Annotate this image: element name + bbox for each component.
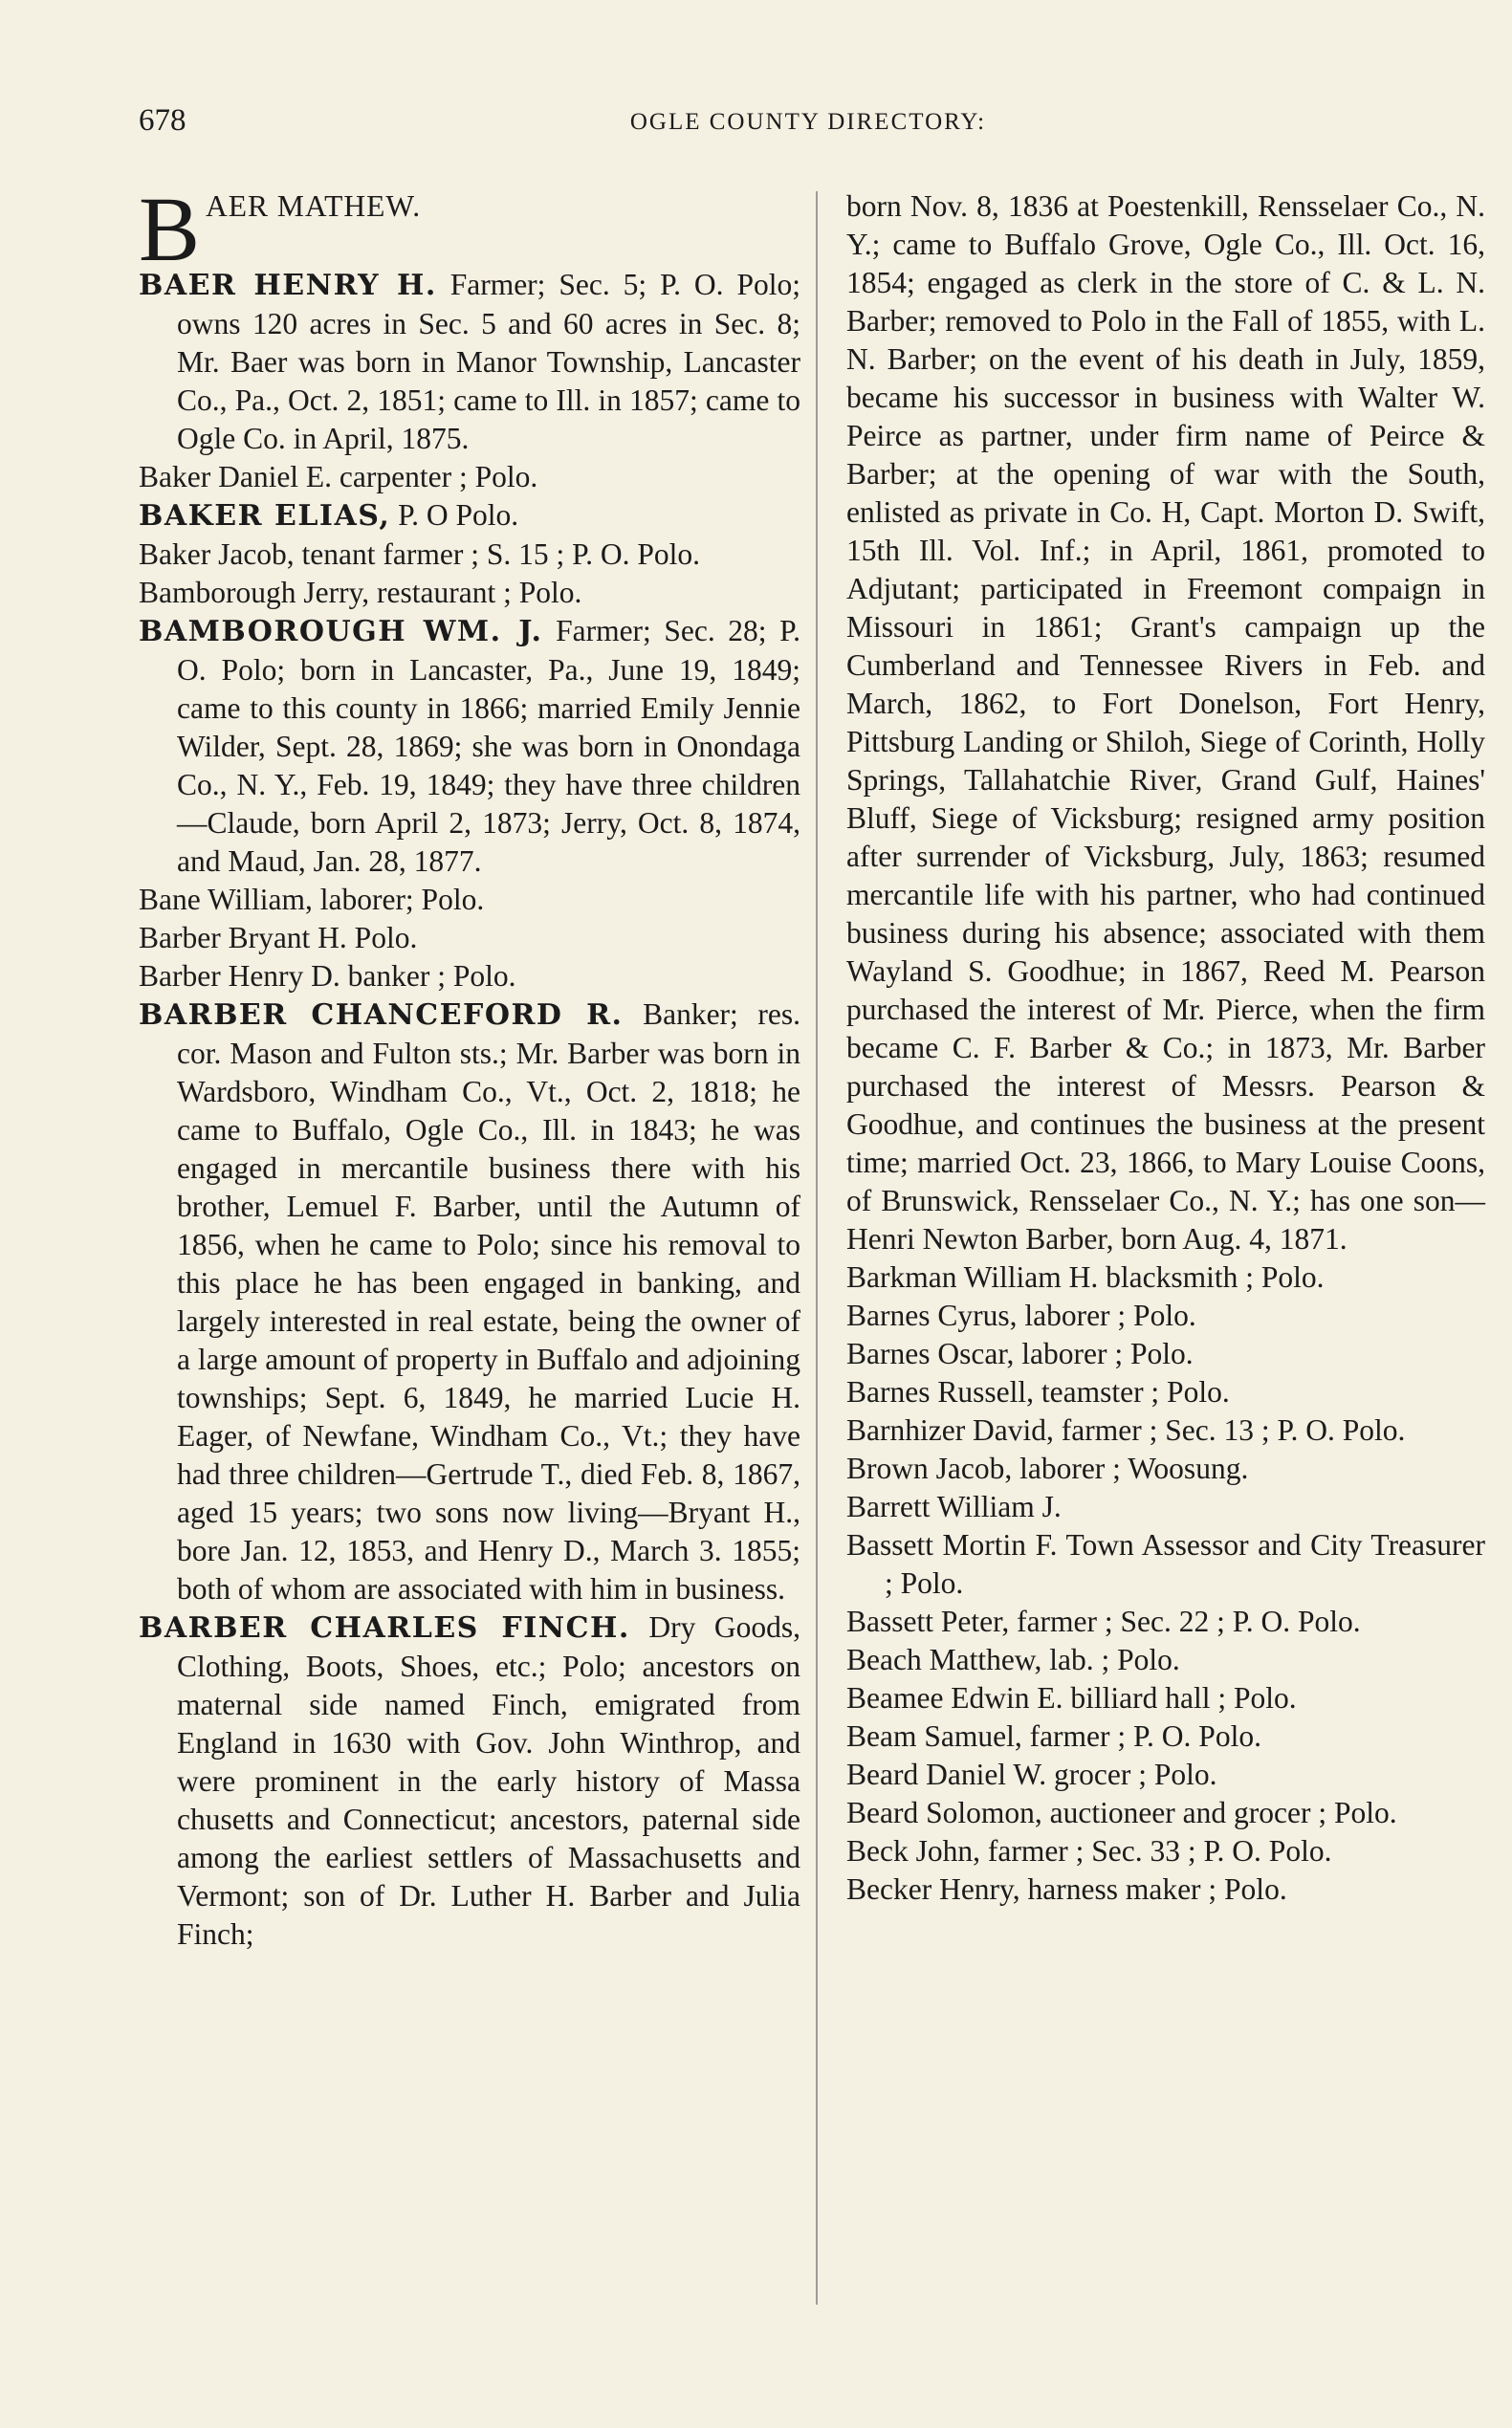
- directory-entry: [139, 1608, 800, 1954]
- directory-entry: Becker Henry, harness maker ; Polo.: [846, 1872, 1287, 1906]
- directory-entry: [139, 881, 800, 919]
- directory-entry: Barnes Oscar, laborer ; Polo.: [846, 1337, 1194, 1370]
- directory-entry: Beach Matthew, lab. ; Polo.: [846, 1643, 1180, 1676]
- entry-text: Baker Daniel E. carpenter ; Polo.: [139, 460, 538, 493]
- left-column: [139, 178, 801, 1954]
- directory-entry: [139, 266, 800, 458]
- entry-name: BARBER CHARLES FINCH.: [139, 1611, 630, 1645]
- directory-entry: [139, 919, 800, 957]
- directory-entry: [139, 957, 800, 995]
- directory-entry: Barnes Cyrus, laborer ; Polo.: [846, 1299, 1196, 1332]
- entry-name: BARBER CHANCEFORD R.: [139, 998, 624, 1032]
- entry-text: Bamborough Jerry, restaurant ; Polo.: [139, 576, 582, 609]
- continued-biography: born Nov. 8, 1836 at Poestenkill, Rensselaer Co., N. Y.; came to Buffalo Grove, Ogle Co., Ill. Oct. 16, 1854; engaged as clerk in the store of C. & L. N. Barber; removed to Polo in the Fall of 1855, with L. N. Barber; on the event of his death in July, 1859, became his successor in business with Walter W. Peirce as partner, under firm name of Peirce & Barber; at the opening of war with the South, enlisted as private in Co. H, Capt. Morton D. Swift, 15th Ill. Vol. Inf.; in April, 1861, promoted to Adjutant; participated in Freemont compaign in Missouri in 1861; Grant's campaign up the Cumberland and Tennessee Rivers in Feb. and March, 1862, to Fort Donelson, Fort Henry, Pittsburg Landing or Shiloh, Siege of Corinth, Holly Springs, Tallahatchie River, Grand Gulf, Haines' Bluff, Siege of Vicksburg; resigned army position after surrender of Vicksburg, July, 1863; resumed mercantile life with his partner, who had continued business during his absence; associated with them Wayland S. Goodhue; in 1867, Reed M. Pearson purchased the interest of Mr. Pierce, when the firm became C. F. Barber & Co.; in 1873, Mr. Barber purchased the interest of Messrs. Pearson & Goodhue, and continues the business at the present time; married Oct. 23, 1866, to Mary Louise Coons, of Brunswick, Rensselaer Co., N. Y.; has one son—Henri Newton Barber, born Aug. 4, 1871.: [846, 189, 1485, 1256]
- directory-entry: [139, 496, 800, 536]
- directory-entry: Beam Samuel, farmer ; P. O. Polo.: [846, 1719, 1261, 1753]
- directory-entry: Beard Solomon, auctioneer and grocer ; Polo.: [846, 1796, 1397, 1829]
- directory-entry: [139, 995, 800, 1608]
- directory-entry: Beck John, farmer ; Sec. 33 ; P. O. Polo.: [846, 1834, 1332, 1868]
- directory-entry: Bassett Mortin F. Town Assessor and City Treasurer ; Polo.: [846, 1528, 1485, 1600]
- entry-name: BAER HENRY H.: [139, 269, 437, 302]
- drop-cap: B: [139, 178, 201, 280]
- entry-text: P. O Polo.: [390, 498, 519, 532]
- entry-text: Barber Henry D. banker ; Polo.: [139, 959, 516, 993]
- directory-entry: Bassett Peter, farmer ; Sec. 22 ; P. O. Polo.: [846, 1605, 1361, 1638]
- directory-entry: Barkman William H. blacksmith ; Polo.: [846, 1260, 1325, 1294]
- entry-text: Farmer; Sec. 28; P. O. Polo; born in Lancaster, Pa., June 19, 1849; came to this county in 1866; married Emily Jennie Wilder, Sept. 28, 1869; she was born in Onondaga Co., N. Y., Feb. 19, 1849; they have three children—Claude, born April 2, 1873; Jerry, Oct. 8, 1874, and Maud, Jan. 28, 1877.: [177, 614, 801, 878]
- entry-text: Farmer; Sec. 5; P. O. Polo; owns 120 acres in Sec. 5 and 60 acres in Sec. 8; Mr. Baer was born in Manor Township, Lancaster Co., Pa., Oct. 2, 1851; came to Ill. in 1857; came to Ogle Co. in April, 1875.: [177, 268, 800, 455]
- entry-text: Barber Bryant H. Polo.: [139, 921, 418, 954]
- directory-entry: Beamee Edwin E. billiard hall ; Polo.: [846, 1681, 1297, 1715]
- directory-entry: [139, 612, 800, 881]
- directory-entry: Barnes Russell, teamster ; Polo.: [846, 1375, 1230, 1409]
- page-header: [139, 103, 1478, 147]
- left-entry-list: [139, 266, 800, 1954]
- directory-entry: [139, 458, 800, 496]
- entry-baer-mathew: [139, 178, 800, 280]
- directory-entry: Barrett William J.: [846, 1490, 1062, 1523]
- entry-text: Bane William, laborer; Polo.: [139, 883, 485, 916]
- entry-text: Dry Goods, Clothing, Boots, Shoes, etc.; Polo; ancestors on maternal side named Finch, emigrated from England in 1630 with Gov. John Winthrop, and were prominent in the early history of Massa chusetts and Connecticut; ancestors, paternal side among the earliest settlers of Massachusetts and Vermont; son of Dr. Luther H. Barber and Julia Finch;: [177, 1610, 800, 1951]
- page-number: 678: [139, 103, 186, 138]
- directory-entry: Brown Jacob, laborer ; Woosung.: [846, 1452, 1249, 1485]
- directory-entry: Beard Daniel W. grocer ; Polo.: [846, 1758, 1217, 1791]
- entry-text: Baker Jacob, tenant farmer ; S. 15 ; P. O. Polo.: [139, 537, 701, 571]
- directory-entry: Barnhizer David, farmer ; Sec. 13 ; P. O. Polo.: [846, 1413, 1406, 1447]
- right-column: [846, 187, 1485, 1909]
- entry-text: Banker; res. cor. Mason and Fulton sts.; Mr. Barber was born in Wardsboro, Windham Co., Vt., Oct. 2, 1818; he came to Buffalo, Ogle Co., Ill. in 1843; he was engaged in mercantile business there with his brother, Lemuel F. Barber, until the Autumn of 1856, when he came to Polo; since his removal to this place he has been engaged in banking, and largely interested in real estate, being the owner of a large amount of property in Buffalo and adjoining townships; Sept. 6, 1849, he married Lucie H. Eager, of Newfane, Windham Co., Vt.; they have had three children—Gertrude T., died Feb. 8, 1867, aged 15 years; two sons now living—Bryant H., bore Jan. 12, 1853, and Henry D., March 3. 1855; both of whom are associated with him in business.: [177, 997, 800, 1606]
- entry-name: BAMBOROUGH WM. J.: [139, 615, 543, 648]
- drop-cap-continuation: AER MATHEW.: [206, 189, 422, 223]
- entry-name: BAKER ELIAS,: [139, 499, 391, 533]
- directory-entry: [139, 536, 800, 574]
- column-divider: [816, 191, 818, 2305]
- directory-entry: [139, 574, 800, 612]
- right-entry-list: [846, 1258, 1485, 1909]
- running-title: OGLE COUNTY DIRECTORY:: [629, 109, 987, 135]
